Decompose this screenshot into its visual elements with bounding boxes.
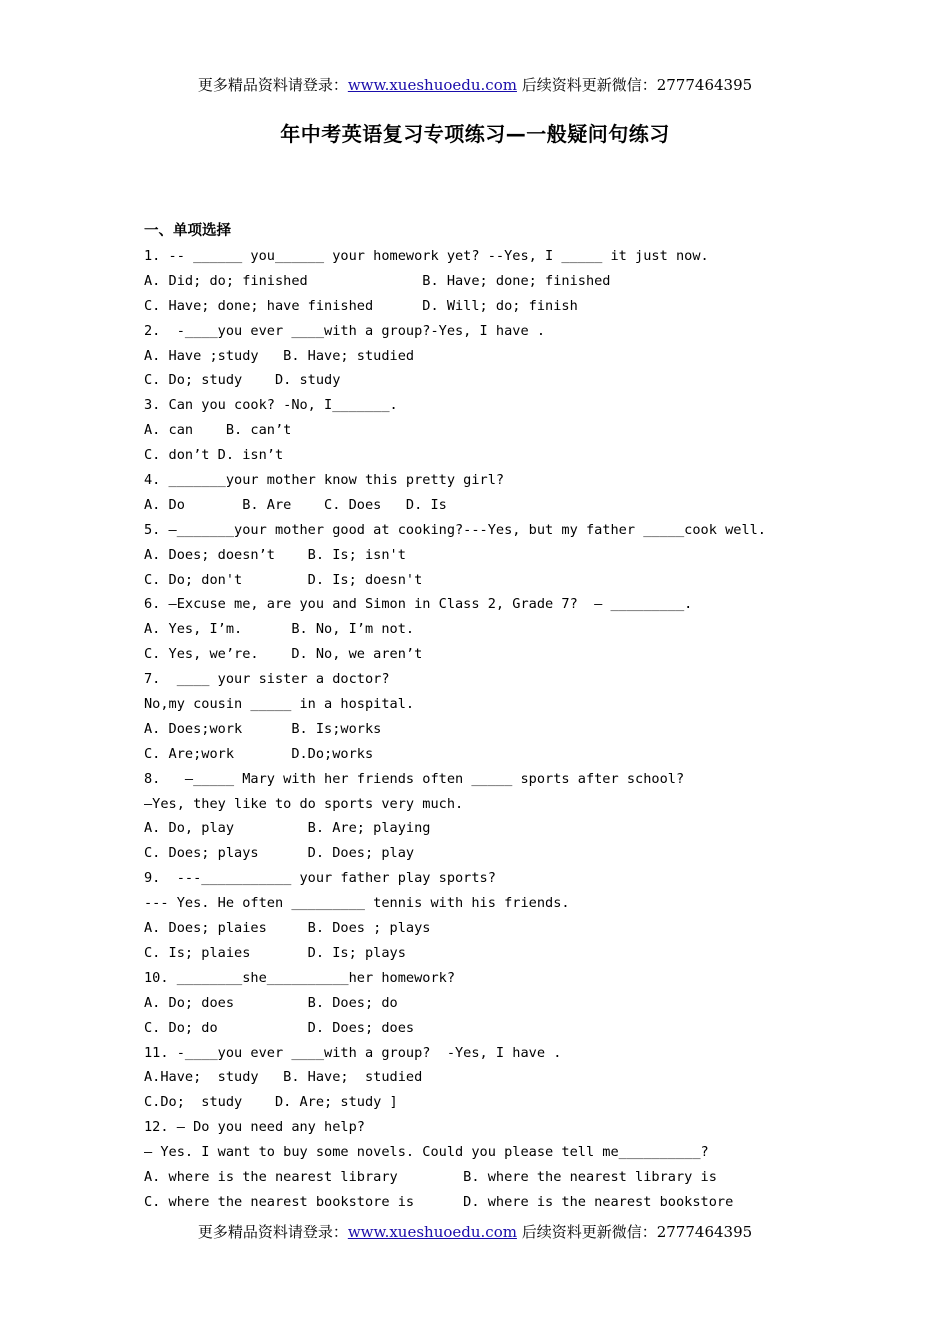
- header-promo: [0, 74, 950, 95]
- question-line: C. Yes, we’re. D. No, we aren’t: [144, 646, 423, 663]
- question-line: 4. _______your mother know this pretty girl?: [144, 472, 505, 489]
- question-line: 5. —_______your mother good at cooking?---Yes, but my father _____cook well.: [144, 521, 766, 538]
- question-line: C. where the nearest bookstore is D. where is the nearest bookstore: [144, 1193, 734, 1210]
- question-line: C. Does; plays D. Does; play: [144, 845, 415, 862]
- question-line: 11. -____you ever ____with a group? -Yes, I have .: [144, 1044, 562, 1061]
- question-line: A. can B. can’t: [144, 422, 292, 439]
- question-line: A.Have; study B. Have; studied: [144, 1069, 423, 1086]
- question-line: C. don’t D. isn’t: [144, 447, 284, 464]
- question-line: C. Are;work D.Do;works: [144, 745, 374, 762]
- question-line: --- Yes. He often _________ tennis with his friends.: [144, 895, 570, 912]
- page-title: 年中考英语复习专项练习—一般疑问句练习: [280, 122, 670, 146]
- footer-promo-prefix: 更多精品资料请登录：: [197, 1223, 348, 1241]
- question-line: — Yes. I want to buy some novels. Could you please tell me__________?: [144, 1144, 709, 1161]
- question-line: A. Yes, I’m. B. No, I’m not.: [144, 621, 415, 638]
- question-line: No,my cousin _____ in a hospital.: [144, 696, 415, 713]
- question-line: A. Have ;study B. Have; studied: [144, 347, 415, 364]
- question-line: —Yes, they like to do sports very much.: [144, 795, 464, 812]
- question-line: C. Have; done; have finished D. Will; do; finish: [144, 297, 578, 314]
- header-promo-link[interactable]: www.xueshuoedu.com: [347, 76, 517, 94]
- question-line: A. Do B. Are C. Does D. Is: [144, 496, 447, 513]
- question-line: A. where is the nearest library B. where the nearest library is: [144, 1168, 717, 1185]
- question-line: A. Do; does B. Does; do: [144, 994, 398, 1011]
- question-line: 6. —Excuse me, are you and Simon in Class 2, Grade 7? — _________.: [144, 596, 693, 613]
- question-line: C. Do; don't D. Is; doesn't: [144, 571, 423, 588]
- question-line: 12. — Do you need any help?: [144, 1119, 365, 1136]
- question-line: A. Does;work B. Is;works: [144, 720, 382, 737]
- question-line: A. Does; plaies B. Does ; plays: [144, 920, 431, 937]
- footer-promo: [0, 1221, 950, 1242]
- footer-promo-suffix: 后续资料更新微信：2777464395: [516, 1223, 753, 1241]
- question-line: 1. -- ______ you______ your homework yet? --Yes, I _____ it just now.: [144, 248, 709, 264]
- header-promo-suffix: 后续资料更新微信：2777464395: [516, 76, 753, 94]
- section-heading: 一、单项选择: [144, 223, 231, 239]
- footer-promo-link[interactable]: www.xueshuoedu.com: [347, 1223, 517, 1241]
- question-line: 9. ---___________ your father play sports?: [144, 870, 496, 887]
- question-line: A. Do, play B. Are; playing: [144, 820, 431, 837]
- question-line: 3. Can you cook? -No, I_______.: [144, 397, 398, 414]
- question-line: C.Do; study D. Are; study ]: [144, 1094, 398, 1111]
- question-line: 7. ____ your sister a doctor?: [144, 671, 390, 688]
- question-line: 2. -____you ever ____with a group?-Yes, I have .: [144, 322, 546, 339]
- question-line: C. Do; do D. Does; does: [144, 1019, 415, 1036]
- question-content: [144, 219, 844, 1215]
- question-line: A. Did; do; finished B. Have; done; finished: [144, 272, 611, 289]
- question-line: A. Does; doesn’t B. Is; isn't: [144, 546, 406, 563]
- question-line: C. Do; study D. study: [144, 372, 341, 389]
- header-promo-prefix: 更多精品资料请登录：: [197, 76, 348, 94]
- question-line: 8. —_____ Mary with her friends often _____ sports after school?: [144, 770, 685, 787]
- question-line: 10. ________she__________her homework?: [144, 969, 455, 986]
- question-lines: [144, 244, 844, 1215]
- question-line: C. Is; plaies D. Is; plays: [144, 944, 406, 961]
